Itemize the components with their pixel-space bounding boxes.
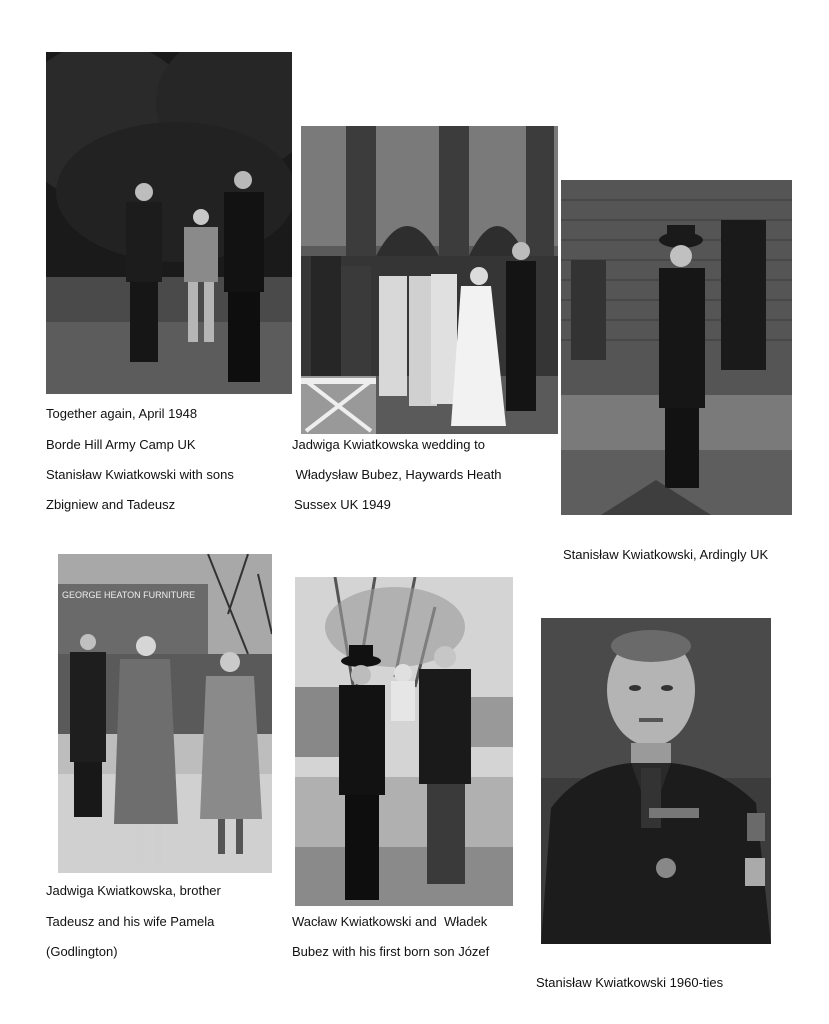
- photo-ardingly: [561, 180, 792, 515]
- caption-camp-line-4: Zbigniew and Tadeusz: [46, 497, 176, 512]
- photo-wedding: [301, 126, 558, 434]
- caption-camp-line-1: Together again, April 1948: [46, 406, 198, 421]
- photo-portrait-uniform: [541, 618, 771, 944]
- caption-wedding-line-2: Władysław Bubez, Haywards Heath: [292, 467, 502, 482]
- caption-street-line-2: Tadeusz and his wife Pamela: [46, 914, 215, 929]
- caption-baby-line-2: Bubez with his first born son Józef: [292, 944, 490, 959]
- caption-street-line-3: (Godlington): [46, 944, 118, 959]
- shop-sign-text: GEORGE HEATON FURNITURE: [62, 590, 196, 600]
- caption-camp-line-2: Borde Hill Army Camp UK: [46, 437, 196, 452]
- photo-baby: [295, 577, 513, 906]
- caption-baby-line-1: Wacław Kwiatkowski and Władek: [292, 914, 488, 929]
- caption-wedding-line-3: Sussex UK 1949: [294, 497, 391, 512]
- caption-ardingly: Stanisław Kwiatkowski, Ardingly UK: [563, 547, 769, 562]
- caption-portrait: Stanisław Kwiatkowski 1960-ties: [536, 975, 724, 990]
- caption-wedding-line-1: Jadwiga Kwiatkowska wedding to: [292, 437, 485, 452]
- caption-camp-line-3: Stanisław Kwiatkowski with sons: [46, 467, 234, 482]
- caption-street-line-1: Jadwiga Kwiatkowska, brother: [46, 883, 221, 898]
- photo-borde-hill-camp: [46, 52, 292, 394]
- photo-street-walk: [58, 554, 272, 873]
